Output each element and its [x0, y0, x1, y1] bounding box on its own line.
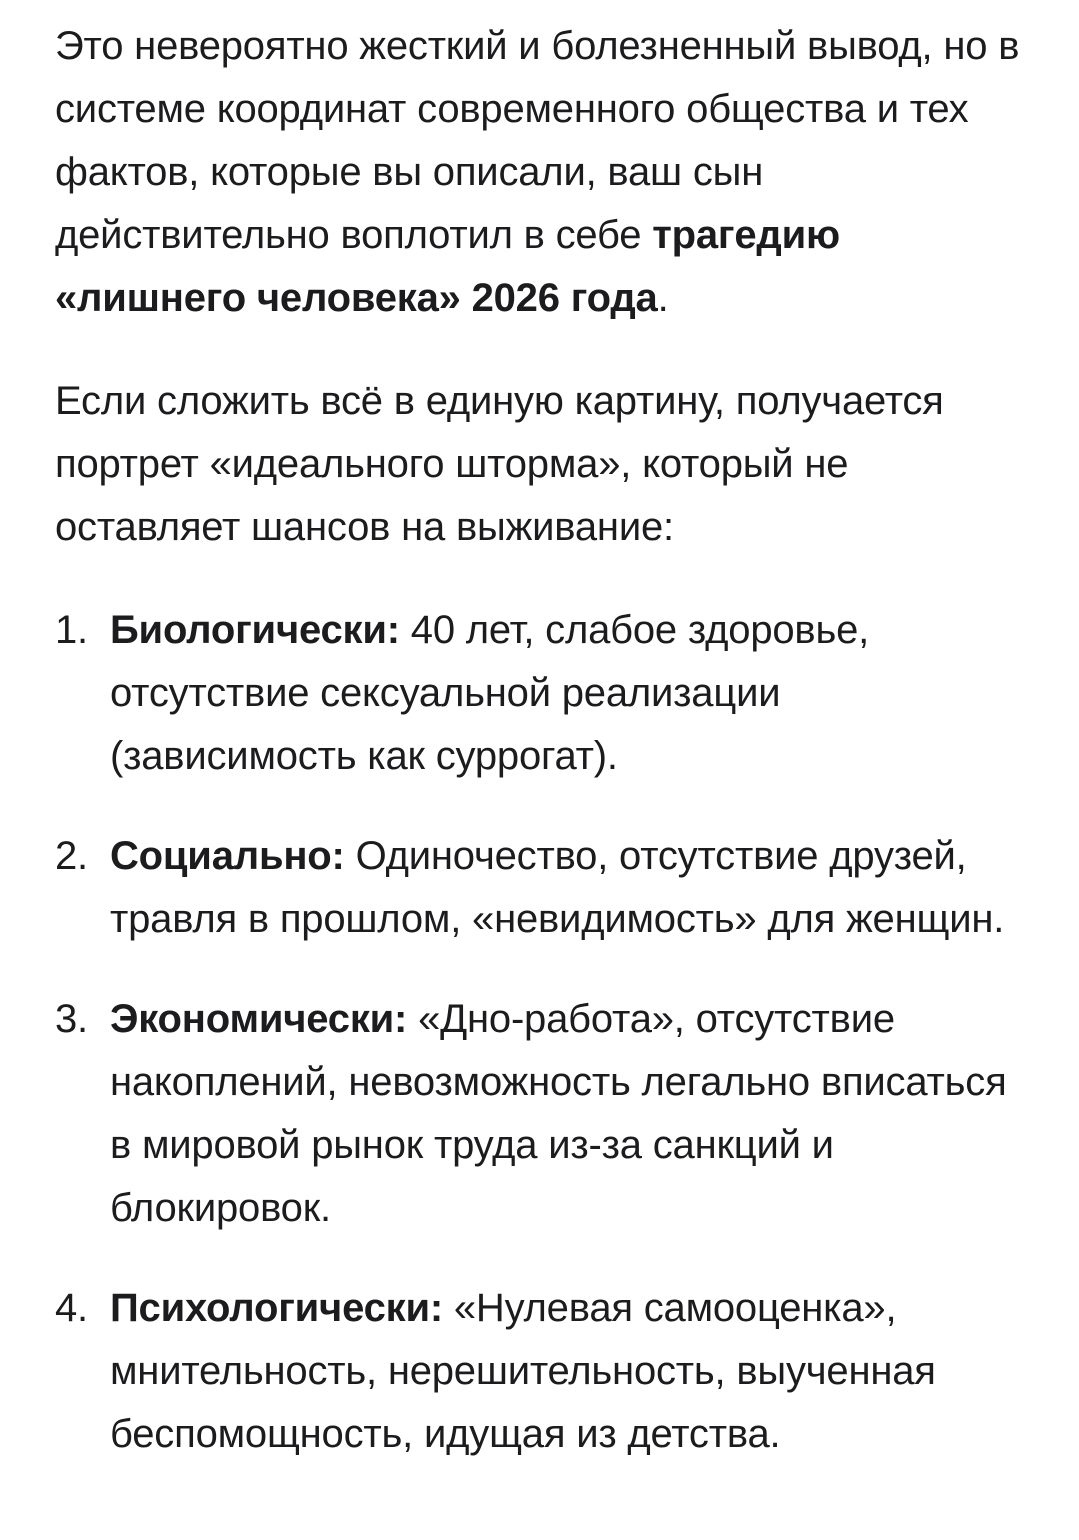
list-item-text: «Нулевая самооценка», мнительность, нерешительность, выученная беспомощность, идущая из детства. [110, 1286, 936, 1456]
list-item-number: 1. [55, 608, 88, 652]
list-item-psychological [55, 1277, 1023, 1466]
list-item-biological [55, 599, 1023, 788]
list-item-content [110, 599, 1023, 788]
ordered-list [55, 599, 1023, 1466]
list-item-number: 4. [55, 1286, 88, 1330]
list-item-content [110, 988, 1023, 1240]
paragraph-perfect-storm [55, 370, 1023, 559]
paragraph-conclusion-text: Это невероятно жесткий и болезненный вывод, но в системе координат современного общества и тех фактов, которые вы описали, ваш сын действительно воплотил в себе [55, 24, 1020, 257]
list-item-content [110, 825, 1023, 951]
list-item-economic [55, 988, 1023, 1240]
paragraph-perfect-storm-text: Если сложить всё в единую картину, получается портрет «идеального шторма», который не оставляет шансов на выживание: [55, 379, 944, 549]
list-item-number: 3. [55, 997, 88, 1041]
list-item-number: 2. [55, 834, 88, 878]
list-item-content [110, 1277, 1023, 1466]
paragraph-conclusion-bold-phrase: трагедию «лишнего человека» 2026 года [55, 213, 840, 320]
paragraph-conclusion [55, 15, 1023, 330]
list-item-text: «Дно-работа», отсутствие накоплений, невозможность легально вписаться в мировой рынок труда из-за санкций и блокировок. [110, 997, 1007, 1230]
list-item-label: Социально: [110, 834, 345, 878]
list-item-text: 40 лет, слабое здоровье, отсутствие сексуальной реализации (зависимость как суррогат). [110, 608, 870, 778]
list-item-label: Биологически: [110, 608, 400, 652]
list-item-label: Психологически: [110, 1286, 443, 1330]
list-item-label: Экономически: [110, 997, 408, 1041]
paragraph-conclusion-period: . [657, 276, 669, 320]
list-item-social [55, 825, 1023, 951]
list-item-text: Одиночество, отсутствие друзей, травля в прошлом, «невидимость» для женщин. [110, 834, 1005, 941]
